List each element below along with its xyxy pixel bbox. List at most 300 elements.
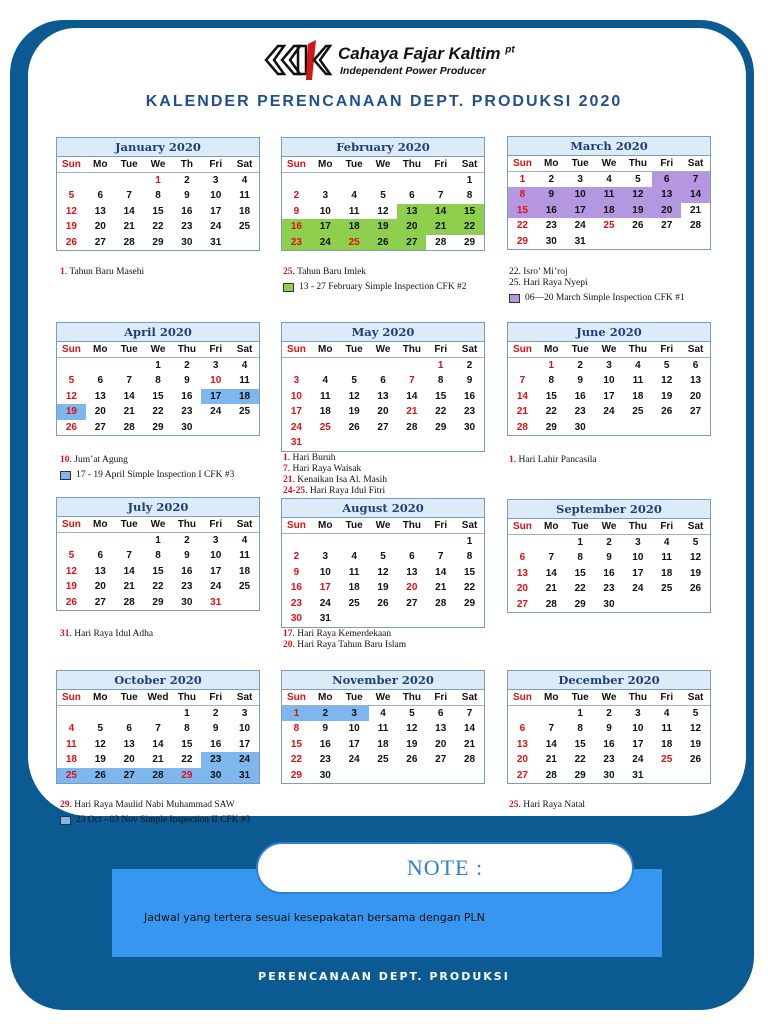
day-cell: 10 xyxy=(603,375,615,386)
day-cell: 19 xyxy=(348,406,360,417)
day-cell: 30 xyxy=(201,768,230,784)
day-cell: 31 xyxy=(210,236,222,248)
month-title: December 2020 xyxy=(508,671,710,690)
weekday-header: Fri xyxy=(201,690,230,706)
day-cell: 30 xyxy=(181,596,193,608)
day-cell: 11 xyxy=(632,375,644,386)
day-cell: 7 xyxy=(126,375,132,386)
day-cell-empty xyxy=(57,358,86,374)
month-title: July 2020 xyxy=(57,498,259,517)
weekday-header: Mo xyxy=(311,690,340,706)
day-cell: 25 xyxy=(661,754,673,765)
day-cell: 6 xyxy=(126,723,132,734)
day-cell: 8 xyxy=(466,190,473,201)
day-cell: 17 xyxy=(603,390,615,402)
day-cell: 3 xyxy=(241,707,248,719)
day-cell: 10 xyxy=(319,205,331,217)
holiday-note xyxy=(283,629,406,640)
month-notes xyxy=(509,455,597,466)
day-cell-empty xyxy=(623,597,652,613)
day-cell: 16 xyxy=(603,738,615,750)
day-cell: 24 xyxy=(348,754,360,765)
holiday-label: . Hari Raya Idul Adha xyxy=(69,629,154,639)
day-cell-empty xyxy=(681,768,710,784)
day-cell: 27 xyxy=(516,769,528,781)
day-cell-empty xyxy=(369,173,398,189)
note-title: NOTE : xyxy=(256,842,634,894)
day-cell: 17 xyxy=(348,738,360,750)
day-cell-empty xyxy=(426,534,455,550)
day-cell: 19 xyxy=(661,390,673,402)
day-cell: 15 xyxy=(574,567,586,579)
weekday-header: We xyxy=(144,157,173,173)
day-cell: 2 xyxy=(606,536,612,548)
day-cell: 12 xyxy=(65,205,77,217)
day-cell: 11 xyxy=(595,187,624,203)
weekday-header: Sun xyxy=(57,342,86,358)
day-cell-empty xyxy=(282,534,311,550)
day-cell: 6 xyxy=(519,723,526,734)
day-cell-empty xyxy=(652,420,681,436)
day-cell: 17 xyxy=(210,205,222,217)
day-cell: 24 xyxy=(603,406,615,417)
holiday-note xyxy=(283,640,406,651)
day-cell: 24 xyxy=(574,220,586,231)
holiday-date: 24-25 xyxy=(283,486,306,496)
month-title: June 2020 xyxy=(508,323,710,342)
weekday-header: Mo xyxy=(311,157,340,173)
day-cell: 11 xyxy=(348,566,360,578)
weekday-header: We xyxy=(144,342,173,358)
day-cell-empty xyxy=(340,768,369,784)
weekday-header: Sun xyxy=(57,517,86,533)
day-cell: 3 xyxy=(606,359,612,371)
day-cell: 26 xyxy=(377,597,389,609)
day-cell: 12 xyxy=(406,723,418,734)
weekday-header: Mo xyxy=(86,342,115,358)
weekday-header: Sun xyxy=(508,519,537,535)
day-cell: 19 xyxy=(94,754,106,765)
holiday-label: . Hari Raya Natal xyxy=(518,800,585,810)
day-cell: 20 xyxy=(406,582,418,593)
weekday-header: Fri xyxy=(652,156,681,172)
day-cell: 24 xyxy=(632,754,644,765)
day-cell: 2 xyxy=(184,359,190,371)
month-days-grid xyxy=(57,690,259,783)
day-cell: 18 xyxy=(340,219,369,235)
day-cell-empty xyxy=(623,420,652,436)
day-cell: 28 xyxy=(516,421,528,433)
day-cell-empty xyxy=(230,235,259,251)
day-cell-empty xyxy=(426,435,455,451)
day-cell: 26 xyxy=(86,768,115,784)
day-cell: 9 xyxy=(466,375,473,386)
inspection-legend xyxy=(60,815,250,826)
weekday-header: Sat xyxy=(681,156,710,172)
day-cell: 16 xyxy=(464,390,476,402)
day-cell: 7 xyxy=(126,190,132,201)
month-days-grid xyxy=(57,517,259,610)
month-card xyxy=(281,322,485,452)
day-cell: 29 xyxy=(152,421,164,433)
month-card xyxy=(281,498,485,628)
weekday-header: Mo xyxy=(537,156,566,172)
day-cell: 5 xyxy=(409,707,415,719)
day-cell-empty xyxy=(397,534,426,550)
holiday-label: . Hari Raya Maulid Nabi Muhammad SAW xyxy=(69,800,235,810)
day-cell: 18 xyxy=(661,738,673,750)
month-notes xyxy=(60,629,153,640)
day-cell: 16 xyxy=(181,565,193,577)
month-title: March 2020 xyxy=(508,137,710,156)
day-cell: 19 xyxy=(623,203,652,219)
day-cell: 16 xyxy=(537,203,566,219)
day-cell: 7 xyxy=(409,375,415,386)
day-cell-empty xyxy=(455,435,484,451)
day-cell: 25 xyxy=(632,406,644,417)
month-days-grid xyxy=(508,156,710,249)
day-cell: 12 xyxy=(661,375,673,386)
day-cell: 13 xyxy=(690,375,702,386)
day-cell: 13 xyxy=(377,390,389,402)
day-cell: 11 xyxy=(348,205,360,217)
day-cell: 23 xyxy=(464,406,476,417)
day-cell: 30 xyxy=(181,421,193,433)
day-cell: 15 xyxy=(152,565,164,577)
holiday-date: 10 xyxy=(60,455,70,465)
day-cell: 15 xyxy=(464,566,476,578)
day-cell: 25 xyxy=(319,421,331,433)
footer-label: PERENCANAAN DEPT. PRODUKSI xyxy=(258,970,510,983)
day-cell-empty xyxy=(652,597,681,613)
day-cell: 14 xyxy=(435,566,447,578)
holiday-label: . Hari Buruh xyxy=(287,453,336,463)
day-cell: 27 xyxy=(690,406,702,417)
day-cell: 25 xyxy=(348,597,360,609)
day-cell: 15 xyxy=(574,738,586,750)
month-days-grid xyxy=(508,690,710,783)
weekday-header: Fri xyxy=(652,690,681,706)
day-cell: 13 xyxy=(94,565,106,577)
weekday-header: Th xyxy=(172,157,201,173)
day-cell: 15 xyxy=(290,738,302,750)
day-cell: 28 xyxy=(464,754,476,765)
day-cell: 18 xyxy=(239,565,251,577)
weekday-header: Thu xyxy=(172,342,201,358)
holiday-label: . Tahun Baru Imlek xyxy=(292,267,367,277)
month-days-grid xyxy=(282,342,484,451)
day-cell: 18 xyxy=(65,754,77,765)
day-cell: 22 xyxy=(574,754,586,765)
day-cell: 14 xyxy=(464,723,476,734)
day-cell: 29 xyxy=(545,421,557,433)
day-cell-empty xyxy=(340,173,369,189)
day-cell-empty xyxy=(426,611,455,627)
day-cell: 9 xyxy=(212,723,219,734)
day-cell-empty xyxy=(455,611,484,627)
day-cell: 10 xyxy=(319,566,331,578)
day-cell: 22 xyxy=(545,406,557,417)
day-cell: 16 xyxy=(603,567,615,579)
weekday-header: Tue xyxy=(340,518,369,534)
day-cell: 6 xyxy=(409,190,415,201)
weekday-header: Fri xyxy=(426,342,455,358)
month-days-grid xyxy=(57,342,259,435)
day-cell: 2 xyxy=(293,551,300,562)
day-cell-empty xyxy=(595,420,624,436)
month-card xyxy=(507,322,711,436)
day-cell: 27 xyxy=(115,768,144,784)
day-cell: 12 xyxy=(65,565,77,577)
month-title: October 2020 xyxy=(57,671,259,690)
day-cell: 10 xyxy=(210,190,222,201)
month-title: February 2020 xyxy=(282,138,484,157)
day-cell: 25 xyxy=(661,583,673,594)
day-cell: 22 xyxy=(290,754,302,765)
holiday-label: . Tahun Baru Masehi xyxy=(64,267,145,277)
day-cell: 31 xyxy=(632,769,644,781)
day-cell: 1 xyxy=(577,707,583,719)
month-days-grid xyxy=(57,157,259,250)
day-cell: 7 xyxy=(681,172,710,188)
holiday-label: . Kenaikan Isa Al. Masih xyxy=(292,475,387,485)
day-cell-empty xyxy=(86,533,115,549)
day-cell: 2 xyxy=(212,707,219,719)
day-cell: 25 xyxy=(239,406,251,417)
day-cell: 23 xyxy=(574,406,586,417)
day-cell: 20 xyxy=(94,221,106,232)
weekday-header: Sat xyxy=(455,518,484,534)
day-cell: 26 xyxy=(369,235,398,251)
holiday-note xyxy=(283,486,387,497)
day-cell: 18 xyxy=(632,390,644,402)
month-title: April 2020 xyxy=(57,323,259,342)
day-cell: 25 xyxy=(377,754,389,765)
day-cell: 23 xyxy=(181,406,193,417)
holiday-date: 25 xyxy=(283,267,293,277)
weekday-header: Tue xyxy=(566,519,595,535)
day-cell: 16 xyxy=(210,738,222,750)
weekday-header: We xyxy=(369,342,398,358)
day-cell: 28 xyxy=(123,421,135,433)
day-cell: 9 xyxy=(293,205,300,217)
day-cell: 18 xyxy=(661,567,673,579)
holiday-date: 20 xyxy=(283,640,293,650)
day-cell: 11 xyxy=(661,552,672,563)
day-cell: 27 xyxy=(377,421,389,433)
day-cell: 21 xyxy=(123,406,135,417)
day-cell: 16 xyxy=(181,205,193,217)
day-cell: 19 xyxy=(406,738,418,750)
day-cell-empty xyxy=(369,611,398,627)
weekday-header: Tue xyxy=(566,690,595,706)
day-cell: 19 xyxy=(57,404,86,420)
weekday-header: Thu xyxy=(623,156,652,172)
weekday-header: Sat xyxy=(681,519,710,535)
day-cell: 20 xyxy=(690,390,702,402)
day-cell: 24 xyxy=(210,221,222,232)
day-cell-empty xyxy=(537,535,566,551)
legend-swatch xyxy=(283,283,294,292)
day-cell: 1 xyxy=(184,707,190,719)
day-cell-empty xyxy=(508,535,537,551)
day-cell: 10 xyxy=(239,723,251,734)
day-cell: 12 xyxy=(65,390,77,402)
weekday-header: Fri xyxy=(426,157,455,173)
day-cell: 12 xyxy=(94,738,106,750)
weekday-header: Thu xyxy=(172,690,201,706)
day-cell: 6 xyxy=(409,551,415,562)
day-cell: 3 xyxy=(322,190,329,201)
day-cell: 4 xyxy=(241,534,248,546)
day-cell: 18 xyxy=(239,205,251,217)
day-cell: 15 xyxy=(152,205,164,217)
day-cell-empty xyxy=(311,534,340,550)
month-card xyxy=(507,136,711,250)
weekday-header: Thu xyxy=(397,342,426,358)
day-cell: 17 xyxy=(210,565,222,577)
day-cell: 1 xyxy=(282,706,311,722)
day-cell: 3 xyxy=(293,375,300,386)
weekday-header: Fri xyxy=(201,517,230,533)
day-cell: 16 xyxy=(574,390,586,402)
day-cell: 30 xyxy=(181,236,193,248)
holiday-note xyxy=(60,800,250,811)
day-cell: 29 xyxy=(435,421,447,433)
day-cell: 8 xyxy=(508,187,537,203)
day-cell-empty xyxy=(652,768,681,784)
day-cell: 4 xyxy=(663,536,670,548)
day-cell: 14 xyxy=(152,738,164,750)
day-cell: 26 xyxy=(690,583,702,594)
day-cell: 30 xyxy=(603,769,615,781)
day-cell: 9 xyxy=(293,566,300,578)
day-cell: 22 xyxy=(181,754,193,765)
day-cell: 5 xyxy=(351,375,357,386)
day-cell: 6 xyxy=(97,375,104,386)
day-cell: 5 xyxy=(97,723,104,734)
day-cell: 9 xyxy=(606,723,612,734)
day-cell: 15 xyxy=(152,390,164,402)
day-cell: 8 xyxy=(548,375,555,386)
day-cell: 20 xyxy=(377,406,389,417)
weekday-header: Fri xyxy=(652,519,681,535)
day-cell: 6 xyxy=(692,359,699,371)
day-cell: 22 xyxy=(574,583,586,594)
day-cell: 12 xyxy=(348,390,360,402)
day-cell: 16 xyxy=(319,738,331,750)
day-cell: 20 xyxy=(123,754,135,765)
day-cell: 6 xyxy=(652,172,681,188)
weekday-header: Fri xyxy=(652,342,681,358)
day-cell-empty xyxy=(397,768,426,784)
weekday-header: Sat xyxy=(455,157,484,173)
month-notes xyxy=(509,800,585,811)
day-cell: 2 xyxy=(548,173,555,185)
day-cell: 18 xyxy=(377,738,389,750)
day-cell: 4 xyxy=(241,359,248,371)
day-cell: 16 xyxy=(181,390,193,402)
holiday-note xyxy=(509,267,685,278)
day-cell-empty xyxy=(369,534,398,550)
day-cell: 29 xyxy=(516,235,528,247)
weekday-header: Tue xyxy=(115,342,144,358)
day-cell: 17 xyxy=(632,738,644,750)
day-cell: 30 xyxy=(319,769,331,781)
month-title: May 2020 xyxy=(282,323,484,342)
day-cell-empty xyxy=(681,597,710,613)
weekday-header: Fri xyxy=(426,518,455,534)
day-cell: 17 xyxy=(290,406,302,417)
day-cell: 7 xyxy=(519,375,526,386)
day-cell: 27 xyxy=(94,236,106,248)
day-cell: 24 xyxy=(632,583,644,594)
day-cell: 21 xyxy=(545,583,557,594)
holiday-note xyxy=(60,455,234,466)
day-cell: 9 xyxy=(184,190,190,201)
day-cell: 9 xyxy=(184,375,190,386)
day-cell-empty xyxy=(282,358,311,374)
day-cell: 18 xyxy=(319,406,331,417)
day-cell: 15 xyxy=(508,203,537,219)
day-cell: 24 xyxy=(210,406,222,417)
day-cell-empty xyxy=(230,420,259,436)
day-cell: 26 xyxy=(661,406,673,417)
day-cell: 5 xyxy=(380,190,386,201)
weekday-header: Mo xyxy=(537,342,566,358)
day-cell: 13 xyxy=(406,566,418,578)
day-cell: 21 xyxy=(152,754,164,765)
holiday-note xyxy=(283,464,387,475)
weekday-header: Sat xyxy=(230,157,259,173)
day-cell: 22 xyxy=(464,582,476,593)
day-cell: 24 xyxy=(230,752,259,768)
day-cell: 9 xyxy=(606,552,612,563)
day-cell: 21 xyxy=(123,581,135,592)
month-days-grid xyxy=(508,519,710,612)
month-card xyxy=(56,137,260,251)
month-days-grid xyxy=(282,518,484,627)
day-cell: 30 xyxy=(290,613,302,624)
day-cell: 28 xyxy=(123,236,135,248)
weekday-header: Sat xyxy=(681,690,710,706)
holiday-label: 25. Hari Raya Nyepi xyxy=(509,278,588,288)
day-cell: 9 xyxy=(537,187,566,203)
legend-text: 13 - 27 February Simple Inspection CFK #2 xyxy=(299,282,467,292)
day-cell: 5 xyxy=(692,707,699,719)
day-cell-empty xyxy=(623,234,652,250)
holiday-note xyxy=(509,278,685,289)
day-cell: 22 xyxy=(516,220,528,231)
day-cell: 8 xyxy=(155,190,161,201)
day-cell-empty xyxy=(115,173,144,189)
company-tagline: Independent Power Producer xyxy=(340,65,486,77)
holiday-label: . Hari Raya Tahun Baru Islam xyxy=(292,640,407,650)
day-cell: 5 xyxy=(380,551,386,562)
day-cell: 30 xyxy=(545,235,557,247)
day-cell: 31 xyxy=(230,768,259,784)
day-cell: 22 xyxy=(435,406,447,417)
month-notes xyxy=(60,455,234,481)
day-cell-empty xyxy=(57,533,86,549)
day-cell: 10 xyxy=(210,375,222,386)
day-cell: 4 xyxy=(322,375,329,386)
weekday-header: Fri xyxy=(201,342,230,358)
weekday-header: We xyxy=(144,517,173,533)
day-cell: 25 xyxy=(340,235,369,251)
holiday-date: 7 xyxy=(283,464,288,474)
day-cell: 8 xyxy=(577,552,583,563)
